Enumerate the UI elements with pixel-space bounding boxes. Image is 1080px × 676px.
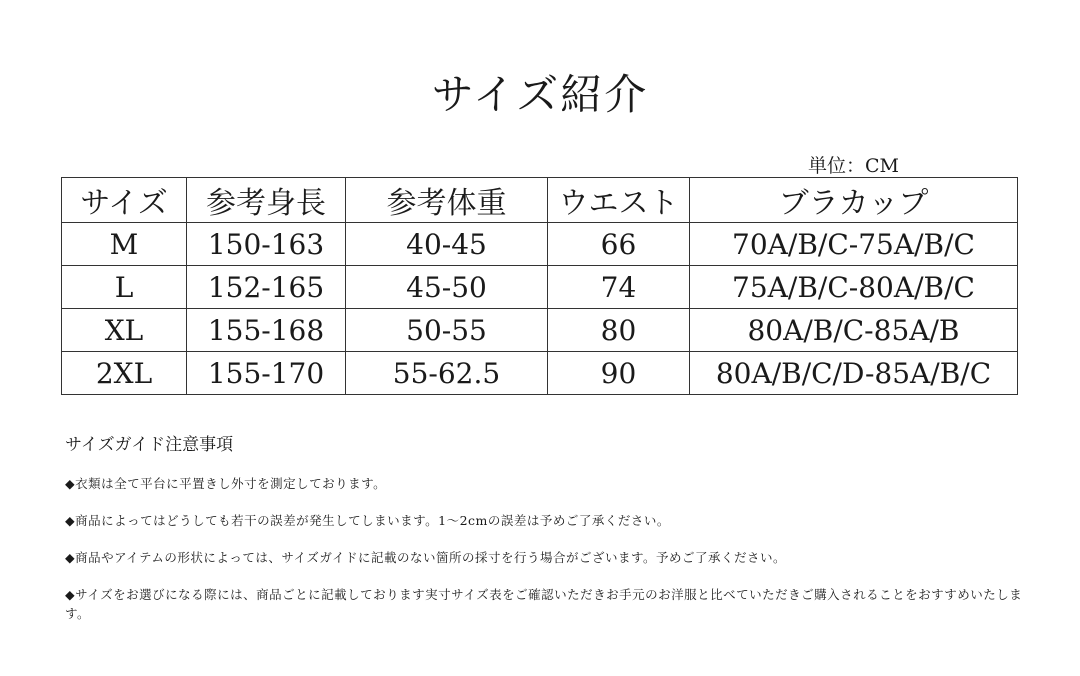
table-header-row [62,178,1018,223]
cell-waist: 90 [548,352,690,395]
unit-label: 単位：CM [808,155,899,177]
size-guide-notes [65,434,1025,641]
cell-weight: 45-50 [346,266,548,309]
header-weight: 参考体重 [346,178,548,223]
cell-height: 155-170 [187,352,346,395]
table-row [62,352,1018,395]
cell-weight: 40-45 [346,223,548,266]
size-table [61,177,1018,395]
note-item: ◆商品やアイテムの形状によっては、サイズガイドに記載のない箇所の採寸を行う場合がございます。予めご了承ください。 [65,550,786,566]
cell-weight: 50-55 [346,309,548,352]
header-height: 参考身長 [187,178,346,223]
cell-bra-cup: 75A/B/C-80A/B/C [690,266,1018,309]
table-row [62,266,1018,309]
notes-title: サイズガイド注意事項 [65,435,234,455]
note-item: ◆サイズをお選びになる際には、商品ごとに記載しております実寸サイズ表をご確認いただきお手元のお洋服と比べていただきご購入されることをおすすめいたします。 [65,587,1023,622]
cell-bra-cup: 70A/B/C-75A/B/C [690,223,1018,266]
cell-weight: 55-62.5 [346,352,548,395]
note-item: ◆商品によってはどうしても若干の誤差が発生してしまいます。1～2cmの誤差は予めご了承ください。 [65,513,670,529]
note-item: ◆衣類は全て平台に平置きし外寸を測定しております。 [65,476,387,492]
cell-height: 155-168 [187,309,346,352]
cell-size: L [62,266,187,309]
cell-height: 152-165 [187,266,346,309]
cell-waist: 66 [548,223,690,266]
cell-waist: 80 [548,309,690,352]
cell-size: M [62,223,187,266]
table-row [62,309,1018,352]
table-row [62,223,1018,266]
cell-bra-cup: 80A/B/C/D-85A/B/C [690,352,1018,395]
cell-size: 2XL [62,352,187,395]
cell-height: 150-163 [187,223,346,266]
cell-bra-cup: 80A/B/C-85A/B [690,309,1018,352]
page-title: サイズ紹介 [431,70,649,119]
cell-size: XL [62,309,187,352]
header-bra-cup: ブラカップ [690,178,1018,223]
header-waist: ウエスト [548,178,690,223]
header-size: サイズ [62,178,187,223]
cell-waist: 74 [548,266,690,309]
